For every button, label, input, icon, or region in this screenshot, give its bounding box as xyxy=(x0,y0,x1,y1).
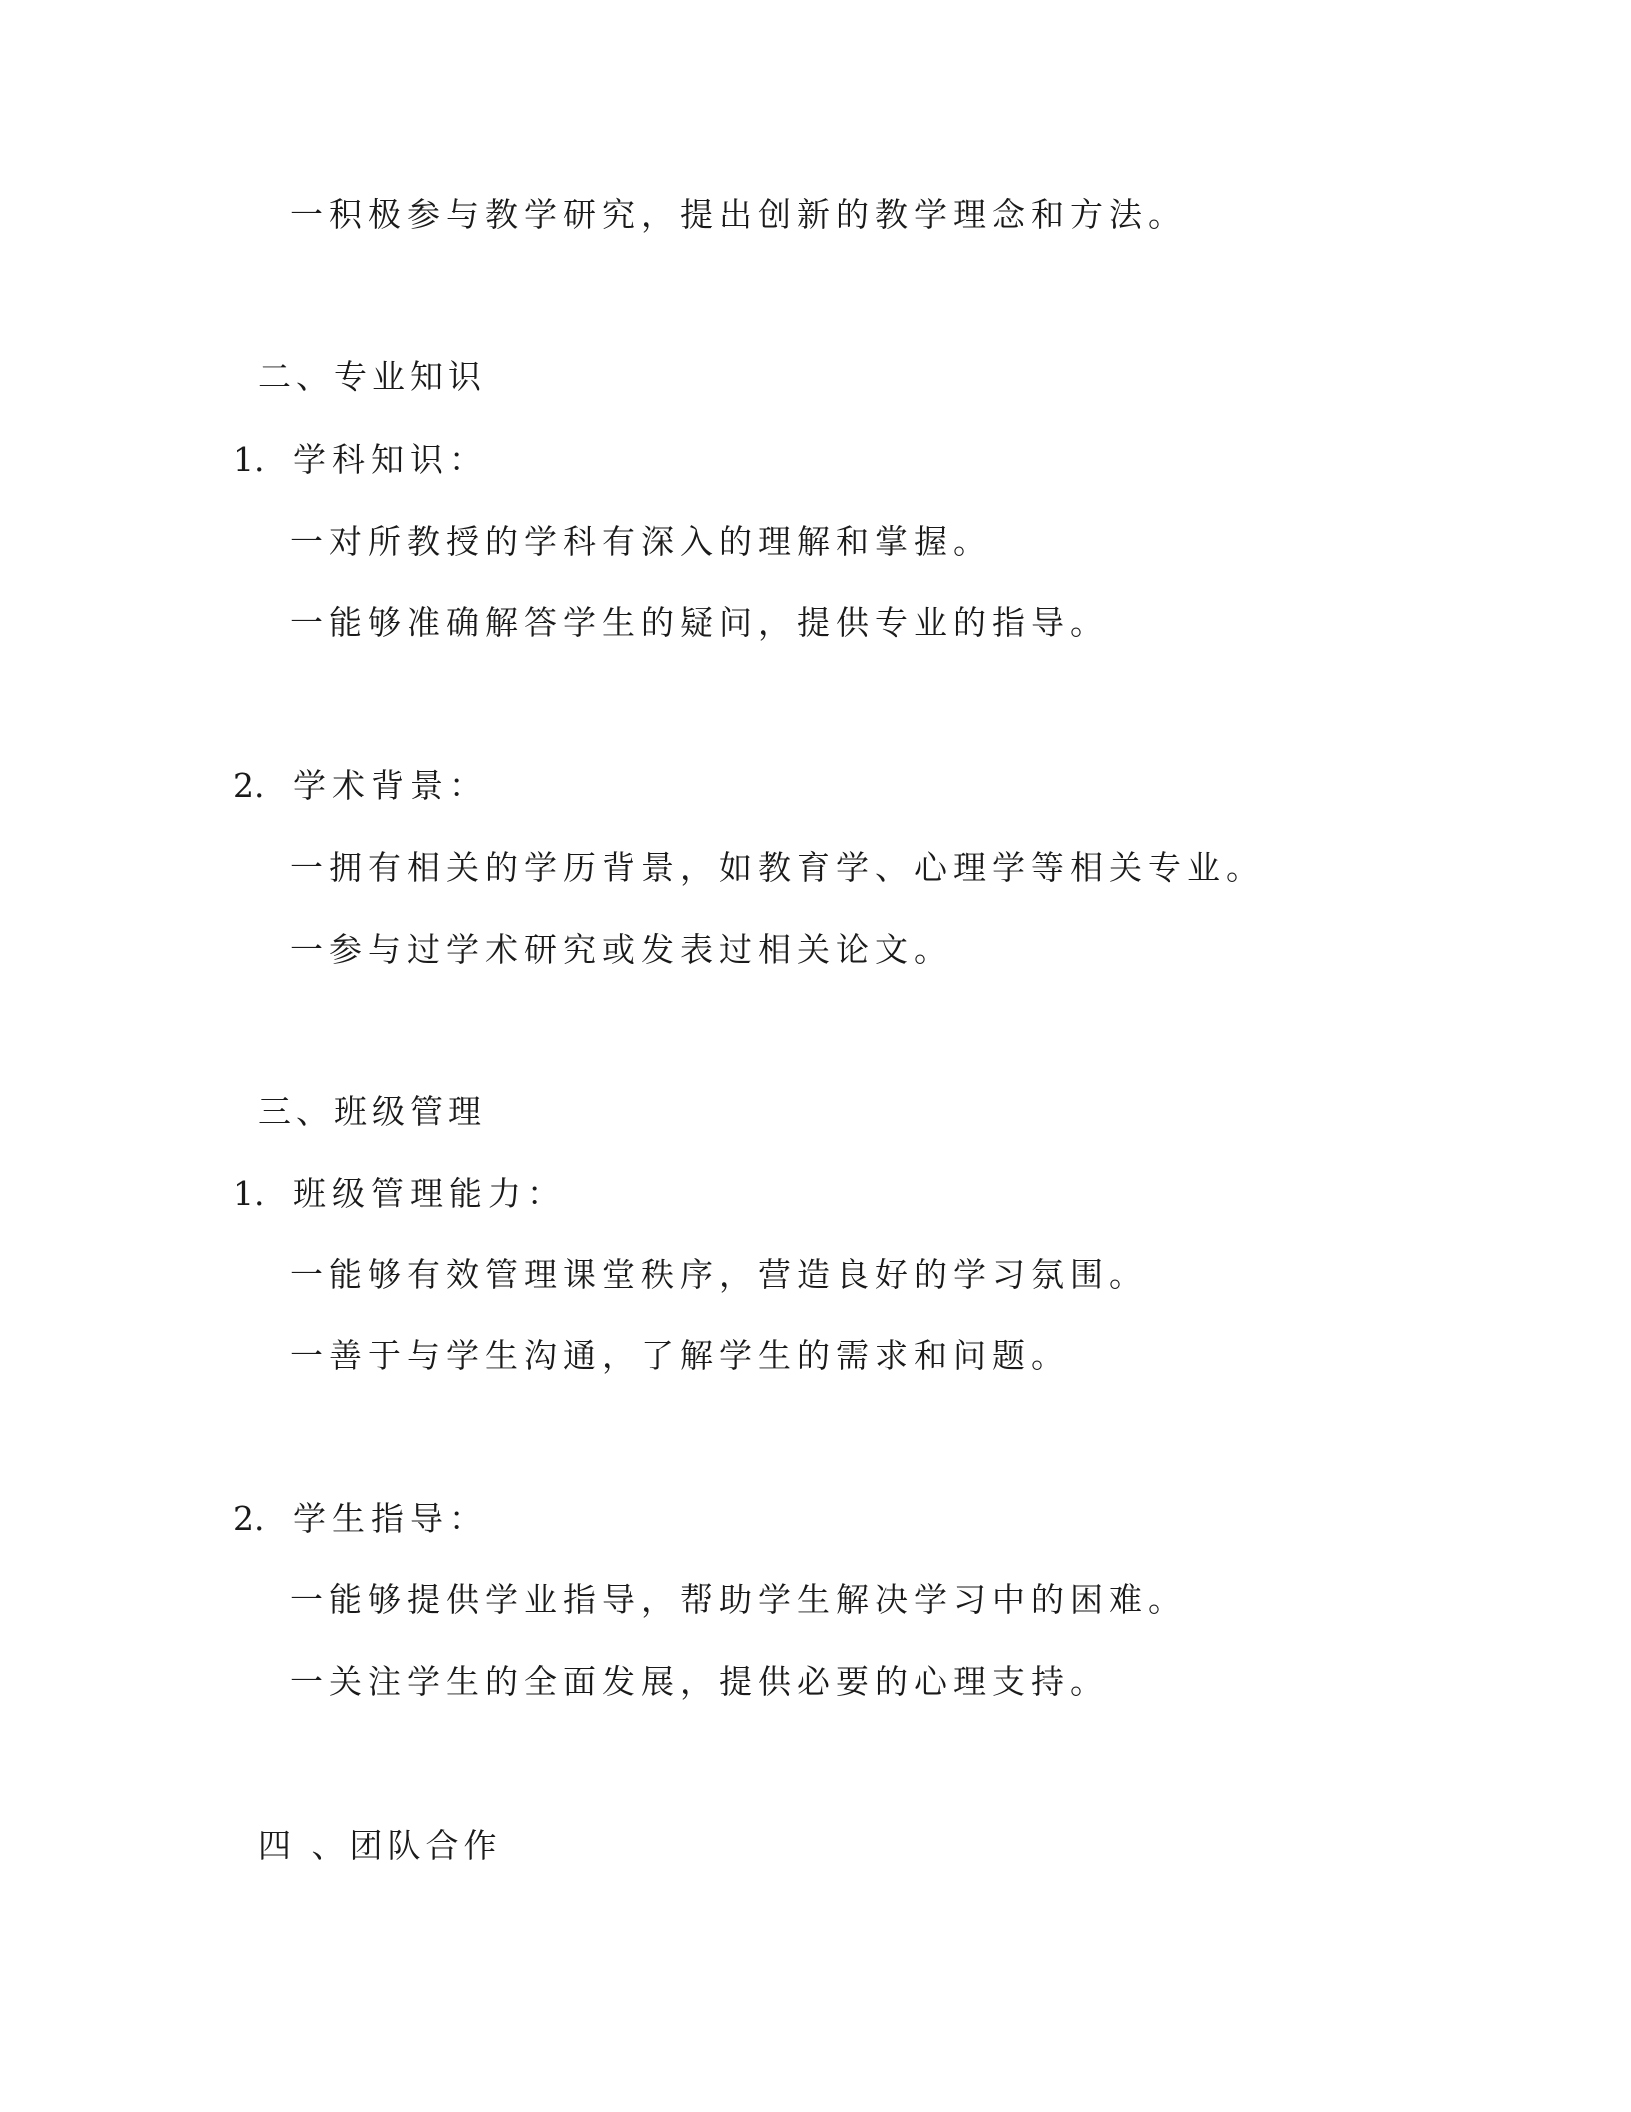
item-text: 学术背景： xyxy=(293,766,488,805)
heading-text: 四 、团队合作 xyxy=(258,1826,502,1865)
bullet-deep-understanding xyxy=(290,522,992,562)
bullet-research-papers xyxy=(290,930,953,970)
bullet-text: 一参与过学术研究或发表过相关论文。 xyxy=(290,930,953,969)
bullet-text: 一关注学生的全面发展，提供必要的心理支持。 xyxy=(290,1662,1109,1701)
item-text: 学生指导： xyxy=(293,1499,488,1538)
item-subject-knowledge xyxy=(233,440,488,480)
bullet-text: 一能够提供学业指导，帮助学生解决学习中的困难。 xyxy=(290,1580,1187,1619)
bullet-classroom-order xyxy=(290,1255,1148,1295)
bullet-text: 一积极参与教学研究，提出创新的教学理念和方法。 xyxy=(290,195,1187,234)
item-number: 2. xyxy=(233,1499,265,1538)
bullet-text: 一善于与学生沟通，了解学生的需求和问题。 xyxy=(290,1336,1070,1375)
heading-text: 三、班级管理 xyxy=(258,1092,486,1131)
section-heading-professional-knowledge xyxy=(258,357,486,397)
item-number: 1. xyxy=(233,440,265,479)
bullet-text: 一对所教授的学科有深入的理解和掌握。 xyxy=(290,522,992,561)
item-number: 2. xyxy=(233,766,265,805)
item-text: 学科知识： xyxy=(293,440,488,479)
bullet-text: 一能够有效管理课堂秩序，营造良好的学习氛围。 xyxy=(290,1255,1148,1294)
bullet-answer-questions xyxy=(290,603,1109,643)
bullet-teaching-research xyxy=(290,195,1187,235)
item-text: 班级管理能力： xyxy=(293,1174,566,1213)
section-heading-teamwork xyxy=(258,1826,502,1866)
item-student-guidance xyxy=(233,1499,488,1539)
section-heading-class-management xyxy=(258,1092,486,1132)
bullet-education-background xyxy=(290,848,1265,888)
bullet-text: 一拥有相关的学历背景，如教育学、心理学等相关专业。 xyxy=(290,848,1265,887)
bullet-academic-guidance xyxy=(290,1580,1187,1620)
bullet-student-communication xyxy=(290,1336,1070,1376)
item-academic-background xyxy=(233,766,488,806)
item-number: 1. xyxy=(233,1174,265,1213)
heading-text: 二、专业知识 xyxy=(258,357,486,396)
bullet-psychological-support xyxy=(290,1662,1109,1702)
item-class-management-ability xyxy=(233,1174,566,1214)
bullet-text: 一能够准确解答学生的疑问，提供专业的指导。 xyxy=(290,603,1109,642)
